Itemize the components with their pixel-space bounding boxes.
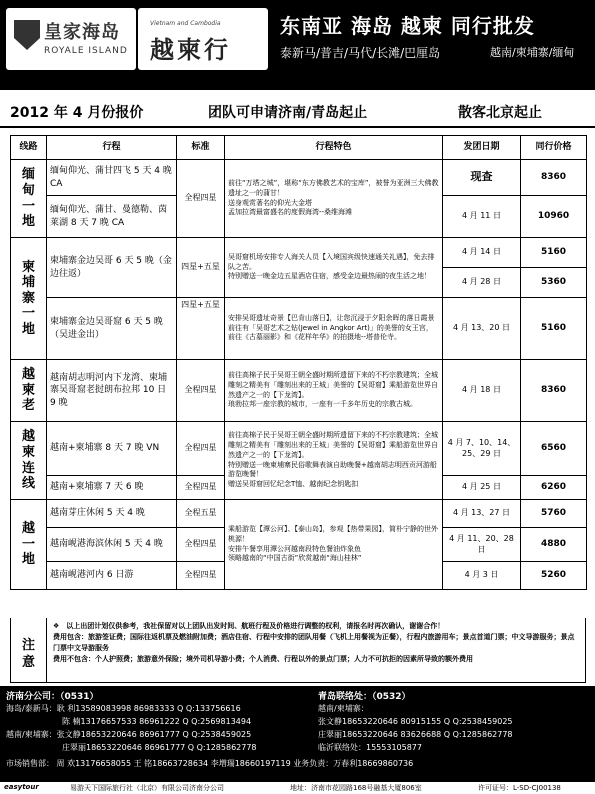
date-cell: 4 月 7、10、14、25、29 日 [443,422,521,476]
price-cell: 6260 [521,476,587,500]
table-row [11,422,587,476]
shield-icon [14,20,40,50]
standard-cell: 四星+五星 [177,298,225,360]
table-row [11,360,587,422]
vc-logo-text: 越柬行 [150,35,231,64]
vietnam-cambodia-logo [138,8,268,70]
route-cell: 越南+柬埔寨 7 天 6 晚 [47,476,177,500]
contact-line: 越南/柬埔寨：张文静18653220646 86961777 Q Q:2538459025 [6,730,252,739]
route-cell: 越南胡志明河内下龙湾、柬埔寨吴哥窟老挝朗布拉邦 10 日 9 晚 [47,360,177,422]
standard-cell: 全程四星 [177,360,225,422]
price-cell: 10960 [521,196,587,238]
table-row [11,298,587,360]
logo-chinese-text: 皇家海岛 [44,22,120,43]
license-number: 许可证号：L-SD-CJ00138 [478,784,561,792]
company-address: 地址：济南市花园路168号融基大厦806室 [290,784,422,792]
price-cell: 8360 [521,160,587,196]
group-cambodia: 柬 埔 寨 一 地 [11,238,47,360]
date-cell: 现查 [443,160,521,196]
features-cell: 吴哥窟机场安排专人海关人员【入境国宾级快速通关礼遇】，免去排队之苦。 特别赠送一晚金边五星酒店住宿，感受金边最热闹的夜生活之地！ [225,238,443,298]
company-name: 易游天下国际旅行社（北京）有限公司济南分公司 [70,784,224,792]
logo-english-text: ROYALE ISLAND [44,46,128,56]
contact-line: 庄翠丽18653220646 83626688 Q Q:1285862778 [318,730,513,739]
date-cell: 4 月 13、20 日 [443,298,521,360]
date-cell: 4 月 11 日 [443,196,521,238]
vc-logo-subtext: Vietnam and Cambodia [150,20,221,27]
price-cell: 5360 [521,268,587,298]
price-cell: 5760 [521,500,587,528]
features-cell: 前往高棉子民于吴哥王朝全盛时期所遗留下来的不朽宗教建筑；全城雕刻之精美有「雕刻出来的王城」美誉的【吴哥窟】乘船游览世界自然遗产之一的【下龙湾】。 琅勃拉邦一座宗教的城市，一座有一千多年历史的宗教古城。 [225,360,443,422]
standard-cell: 全程四星 [177,160,225,238]
header-standard: 标准 [177,136,225,160]
header-destinations-left: 泰新马/普吉/马代/长滩/巴厘岛 [280,46,441,60]
header-title: 东南亚 海岛 越柬 同行批发 [280,14,535,38]
standard-cell: 全程四星 [177,562,225,590]
royale-island-logo [6,8,136,70]
contact-line: 海岛/泰新马：耿 利13589083998 86983333 Q Q:133756616 [6,704,241,713]
price-cell: 5160 [521,238,587,268]
qingdao-office-heading: 青岛联络处：（0532） [318,692,411,702]
table-row [11,160,587,196]
price-cell: 5160 [521,298,587,360]
route-cell: 越南芽庄休闲 5 天 4 晚 [47,500,177,528]
table-row [11,500,587,528]
easytour-logo: easytour [4,783,39,791]
notes-body [53,621,581,664]
note-excluded: 费用不包含：个人护照费；旅游意外保险；境外司机导游小费；个人消费、行程以外的景点门票；人力不可抗拒的因素所导致的额外费用 [53,654,473,663]
standard-cell: 四星+五星 [177,238,225,298]
contact-footer [0,686,595,794]
note-included: 费用包含：旅游签证费；国际往返机票及燃油附加费；酒店住宿、行程中安排的团队用餐（飞机上用餐视为正餐），行程内旅游用车；景点首道门票；中文导游服务；景点门票中文导游服务 [53,632,575,652]
contact-line: 张文静18653220646 80915155 Q Q:2538459025 [318,717,513,726]
contact-line: 陈 楠13176657533 86961222 Q Q:2569813494 [6,717,252,726]
standard-cell: 全程四星 [177,476,225,500]
page-header [0,0,595,90]
features-cell: 安排吴哥遗址奇景【巴肯山落日】，让您沉浸于夕阳余晖的落日霞景 前往有「吴哥艺术之钻(Jewel in Angkor Art)」的美誉的女王宫，前往《古墓丽影》和《花样年华》的拍摄地--塔普伦寺。 [225,298,443,360]
group-departure-note: 团队可申请济南/青岛起止 [208,105,368,121]
header-destinations-right: 越南/柬埔寨/缅甸 [490,46,575,59]
route-cell: 柬埔寨金边吴哥 6 天 5 晚（金边往返） [47,238,177,298]
table-row [11,238,587,268]
price-cell: 8360 [521,360,587,422]
route-cell: 越南岘港海滨休闲 5 天 4 晚 [47,528,177,562]
route-cell: 越南岘港河内 6 日游 [47,562,177,590]
contact-line: 庄翠丽18653220646 86961777 Q Q:1285862778 [6,743,257,752]
fit-departure-note: 散客北京起止 [458,105,542,121]
header-price: 同行价格 [521,136,587,160]
date-cell: 4 月 28 日 [443,268,521,298]
standard-cell: 全程四星 [177,422,225,476]
price-cell: 6560 [521,422,587,476]
subtitle-band [0,94,595,128]
group-vn-kh: 越 柬 连 线 [11,422,47,500]
table-header-row [11,136,587,160]
price-cell: 5260 [521,562,587,590]
price-cell: 4880 [521,528,587,562]
jinan-branch-heading: 济南分公司：（0531） [6,692,99,702]
date-cell: 4 月 25 日 [443,476,521,500]
price-period: 2012 年 4 月份报价 [10,105,144,121]
price-table [10,135,587,590]
header-features: 行程特色 [225,136,443,160]
note-disclaimer: ❖ 以上出团计划仅供参考，我社保留对以上团队出发时间、航班行程及价格进行调整的权利，请报名时再次确认，谢谢合作！ [53,622,445,630]
group-myanmar: 缅 甸 一 地 [11,160,47,238]
group-vietnam: 越 一 地 [11,500,47,590]
sales-dept-line: 市场销售部： 周 欢13176658055 王 铭18663728634 李増瑞18660197119 业务负责：万春利18669860736 [6,759,414,768]
date-cell: 4 月 13、27 日 [443,500,521,528]
route-cell: 缅甸仰光、蒲甘四飞 5 天 4 晚 CA [47,160,177,196]
route-cell: 越南+柬埔寨 8 天 7 晚 VN [47,422,177,476]
header-departure-date: 发团日期 [443,136,521,160]
company-info-bar [0,782,595,794]
date-cell: 4 月 18 日 [443,360,521,422]
features-cell: 前往高棉子民于吴哥王朝全盛时期所遗留下来的不朽宗教建筑；全城雕刻之精美有「雕刻出来的王城」美誉的【吴哥窟】乘船游览世界自然遗产之一的【下龙湾】。 特别赠送一晚柬埔寨民俗歌舞表演自助晚餐+越南胡志明西贡河游船游览晚餐！ 赠送吴哥窟回忆纪念T恤、越南纪念钥匙扣 [225,422,443,500]
standard-cell: 全程五星 [177,500,225,528]
route-cell: 缅甸仰光、蒲甘、曼德勒、茵莱湖 8 天 7 晚 CA [47,196,177,238]
notes-section [10,618,586,683]
group-vn-kh-laos: 越 柬 老 [11,360,47,422]
header-itinerary: 行程 [47,136,177,160]
standard-cell: 全程四星 [177,528,225,562]
notes-label: 注 意 [11,618,47,682]
contact-line: 越南/柬埔寨： [318,704,369,713]
linyi-office-line: 临沂联络处：15553105877 [318,743,422,752]
header-line: 线路 [11,136,47,160]
features-cell: 前往“万塔之城”，堪称“东方佛教艺术的宝库”，被誉为亚洲三大佛教遗址之一的蒲甘！ 送身观赏著名的仰光大金塔 孟加拉湾最富盛名的度假海湾--桑维海滩 [225,160,443,238]
date-cell: 4 月 14 日 [443,238,521,268]
date-cell: 4 月 3 日 [443,562,521,590]
date-cell: 4 月 11、20、28 日 [443,528,521,562]
route-cell: 柬埔寨金边吴哥窟 6 天 5 晚 （吴进金出） [47,298,177,360]
features-cell: 乘船游览【潭公河】、【泰山岛】，参观【热带果园】，简朴宁静的世外桃源！ 安排午餐享用潭公河越南段特色餐油炸象鱼 领略越南的“中国古街”欣赏越南“海山桂林” [225,500,443,590]
